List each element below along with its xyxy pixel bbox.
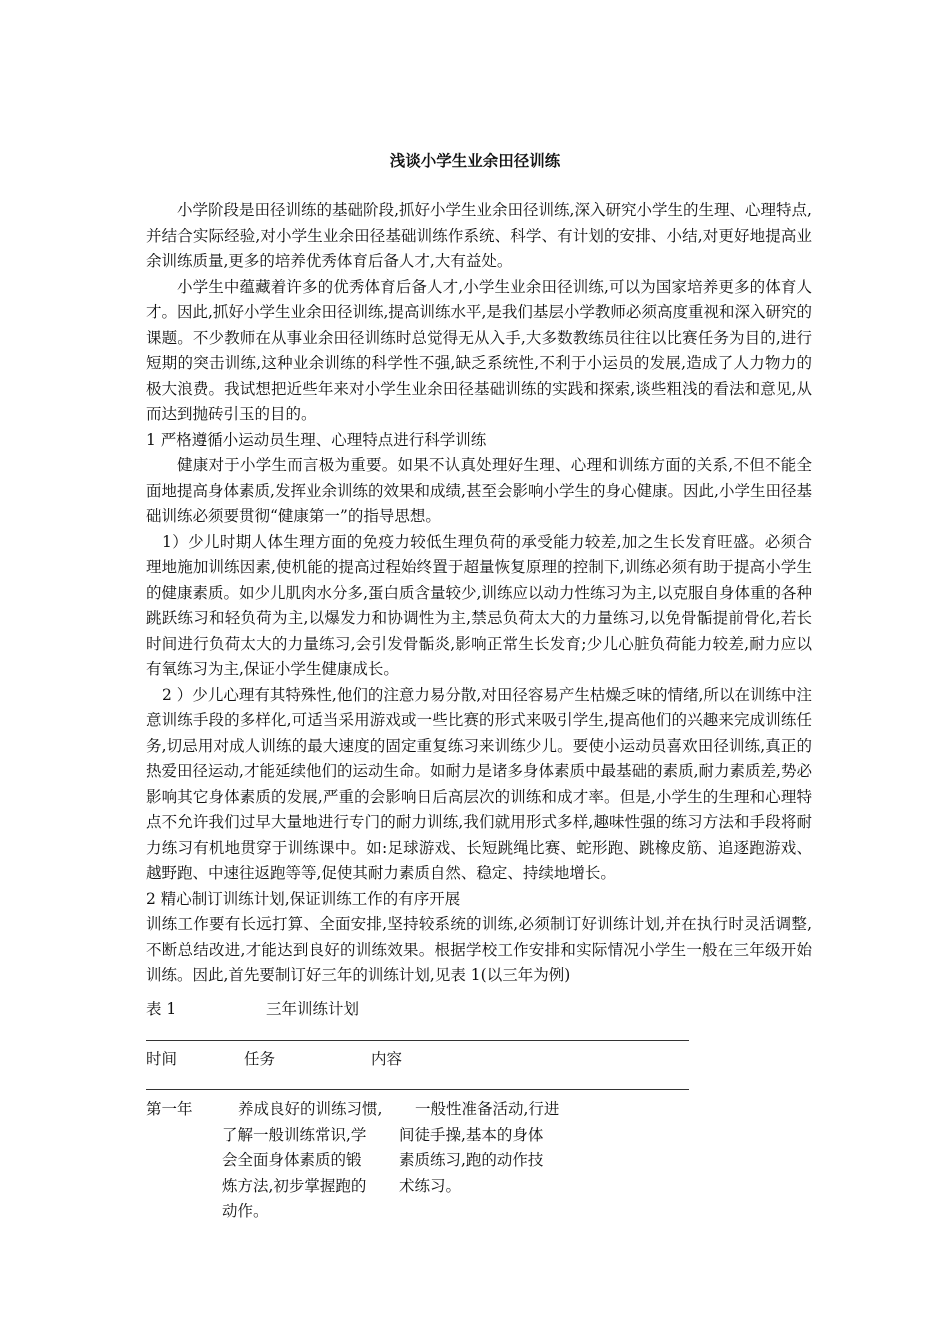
table-caption-title: 三年训练计划 <box>266 1000 360 1018</box>
table-header-rule <box>146 1089 689 1090</box>
section-heading: 1 严格遵循小运动员生理、心理特点进行科学训练 <box>146 430 487 449</box>
task-line: 养成良好的训练习惯, <box>238 1100 383 1118</box>
row-task <box>222 1097 392 1225</box>
table-caption-label: 表 1 <box>146 1000 177 1018</box>
table-top-rule <box>146 1040 689 1041</box>
paragraph: 2 ）少儿心理有其特殊性,他们的注意力易分散,对田径容易产生枯燥乏味的情绪,所以在训练中注意训练手段的多样化,可适当采用游戏或一些比赛的形式来吸引学生,提高他们的兴趣来完成训练任务,切忌用对成人训练的最大速度的固定重复练习来训练少儿。要使小运动员喜欢田径训练,真正的热爱田径运动,才能延续他们的运动生命。如耐力是诸多身体素质中最基础的素质,耐力素质差,势必影响其它身体素质的发展,严重的会影响日后高层次的训练和成才率。但是,小学生的生理和心理特点不允许我们过早大量地进行专门的耐力训练,我们就用形式多样,趣味性强的练习方法和手段将耐力练习有机地贯穿于训练课中。如:足球游戏、长短跳绳比赛、蛇形跑、跳橡皮筋、追逐跑游戏、越野跑、中速往返跑等等,促使其耐力素质自然、稳定、持续地增长。 <box>146 685 812 882</box>
section-heading: 2 精心制订训练计划,保证训练工作的有序开展 <box>146 889 461 908</box>
header-time: 时间 <box>146 1050 178 1068</box>
content-line: 术练习。 <box>399 1176 462 1195</box>
header-content: 内容 <box>371 1050 403 1068</box>
paragraph: 训练工作要有长远打算、全面安排,坚持较系统的训练,必须制订好训练计划,并在执行时灵活调整,不断总结改进,才能达到良好的训练效果。根据学校工作安排和实际情况小学生一般在三年级开始训练。因此,首先要制订好三年的训练计划,见表 1(以三年为例) <box>146 915 812 984</box>
paragraph: 健康对于小学生而言极为重要。如果不认真处理好生理、心理和训练方面的关系,不但不能全面地提高身体素质,发挥业余训练的效果和成绩,甚至会影响小学生的身心健康。因此,小学生田径基础训练必须要贯彻“健康第一”的指导思想。 <box>146 456 812 525</box>
content-line: 一般性准备活动,行进 <box>415 1100 560 1118</box>
header-task: 任务 <box>244 1050 276 1068</box>
document-body <box>146 198 812 989</box>
table-caption <box>146 997 706 1022</box>
document-title: 浅谈小学生业余田径训练 <box>389 151 561 170</box>
training-plan-table <box>146 997 706 1220</box>
task-line: 了解一般训练常识,学 <box>222 1125 367 1144</box>
row-content <box>399 1097 599 1199</box>
content-line: 素质练习,跑的动作技 <box>399 1151 544 1169</box>
row-year: 第一年 <box>146 1100 193 1118</box>
content-line: 间徒手操,基本的身体 <box>399 1125 544 1144</box>
paragraph: 小学生中蕴藏着许多的优秀体育后备人才,小学生业余田径训练,可以为国家培养更多的体育人才。因此,抓好小学生业余田径训练,提高训练水平,是我们基层小学教师必须高度重视和深入研究的课题。不少教师在从事业余田径训练时总觉得无从入手,大多数教练员往往以比赛任务为目的,进行短期的突击训练,这种业余训练的科学性不强,缺乏系统性,不利于小运员的发展,造成了人力物力的极大浪费。我试想把近些年来对小学生业余田径基础训练的实践和探索,谈些粗浅的看法和意见,从而达到抛砖引玉的目的。 <box>146 277 812 423</box>
task-line: 动作。 <box>222 1202 269 1220</box>
task-line: 炼方法,初步掌握跑的 <box>222 1176 367 1195</box>
paragraph: 1）少儿时期人体生理方面的免疫力较低生理负荷的承受能力较差,加之生长发育旺盛。必须合理地施加训练因素,使机能的提高过程始终置于超量恢复原理的控制下,训练必须有助于提高小学生的健康素质。如少儿肌肉水分多,蛋白质含量较少,训练应以动力性练习为主,以克服自身体重的各种跳跃练习和轻负荷为主,以爆发力和协调性为主,禁忌负荷太大的力量练习,以免骨骺提前骨化,若长时间进行负荷太大的力量练习,会引发骨骺炎,影响正常生长发育;少儿心脏负荷能力较差,耐力应以有氧练习为主,保证小学生健康成长。 <box>146 532 812 678</box>
paragraph: 小学阶段是田径训练的基础阶段,抓好小学生业余田径训练,深入研究小学生的生理、心理特点,并结合实际经验,对小学生业余田径基础训练作系统、科学、有计划的安排、小结,对更好地提高业余训练质量,更多的培养优秀体育后备人才,大有益处。 <box>146 201 812 270</box>
task-line: 会全面身体素质的锻 <box>222 1151 362 1169</box>
